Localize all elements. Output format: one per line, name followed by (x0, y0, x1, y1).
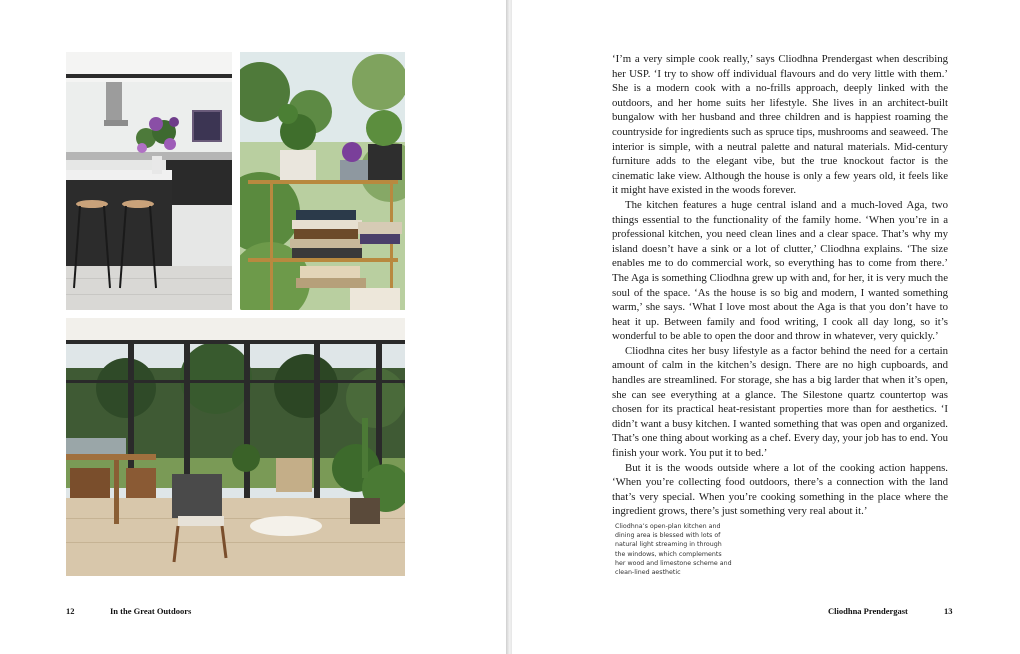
paragraph-1: ‘I’m a very simple cook really,’ says Cliodhna Prendergast when describing her USP. ‘I try to show off individual flavours and do very little with them.’ She is a modern cook with a no-frills approach, deeply linked with the outdoors, and her home suits her lifestyle. She lives in an architect-built bungalow with her husband and three children and is happiest roaming the countryside for ingredients such as spruce tips, mushrooms and seaweed. The interior is simple, with a neutral palette and natural materials. Mid-century furniture adds to the elegant vibe, but the true knockout factor is the cinematic lake view. Although the house is only a few years old, it feels like it might have existed in the woods forever. (612, 53, 948, 197)
dining-room-photo-art (66, 318, 405, 576)
left-page-number: 12 (66, 606, 75, 616)
right-page (512, 0, 1020, 654)
paragraph-4: But it is the woods outside where a lot of the cooking action happens. ‘When you’re collecting food outdoors, there’s a connection with the land that’s very special. When you’re cooking something in the place where the ingredient grows, there’s just something very real about it.’ (612, 461, 948, 518)
left-page (0, 0, 506, 654)
right-running-footer: Cliodhna Prendergast (828, 606, 908, 616)
plants-shelf-photo (240, 52, 405, 310)
left-running-footer: In the Great Outdoors (110, 606, 192, 616)
plants-shelf-photo-art (240, 52, 405, 310)
paragraph-3: Cliodhna cites her busy lifestyle as a factor behind the need for a certain amount of calm in the kitchen’s design. There are no high cupboards, and handles are streamlined. For storage, she has a big larder that when it’s open, she can see everything at a glance. The Silestone quartz countertop was chosen for its practical heat-resistant properties more than for aesthetics. ‘I didn’t want a busy kitchen. I wanted something that was open and organized. That’s one thing about working as a chef. Every day, your job has to end. You finish your work. You put it to bed.’ (612, 344, 948, 460)
article-body (612, 52, 948, 519)
right-page-number: 13 (944, 606, 953, 616)
kitchen-photo-art (66, 52, 232, 310)
photo-caption: Cliodhna’s open-plan kitchen and dining area is blessed with lots of natural light streaming in through the windows, which complements her wood and limestone scheme and clean-lined aesthetic (615, 523, 732, 577)
kitchen-photo (66, 52, 232, 310)
dining-room-photo (66, 318, 405, 576)
paragraph-2: The kitchen features a huge central island and a much-loved Aga, two things essential to the functionality of the family home. ‘When you’re in a professional kitchen, you need clean lines and a clear space. That’s why my island doesn’t have a sink or a lot of clutter,’ Cliodhna explains. ‘The size enables me to do commercial work, so everything has to come from there.’ The Aga is something Cliodhna grew up with and, for her, it is very much the soul of the space. ‘As the house is so big and modern, I wanted something warm,’ she says. ‘What I love most about the Aga is that you don’t have to heat it up. Between family and food writing, I cook all day long, so it’s wonderful to be able to open the door and throw in whatever, very quickly.’ (612, 198, 948, 343)
